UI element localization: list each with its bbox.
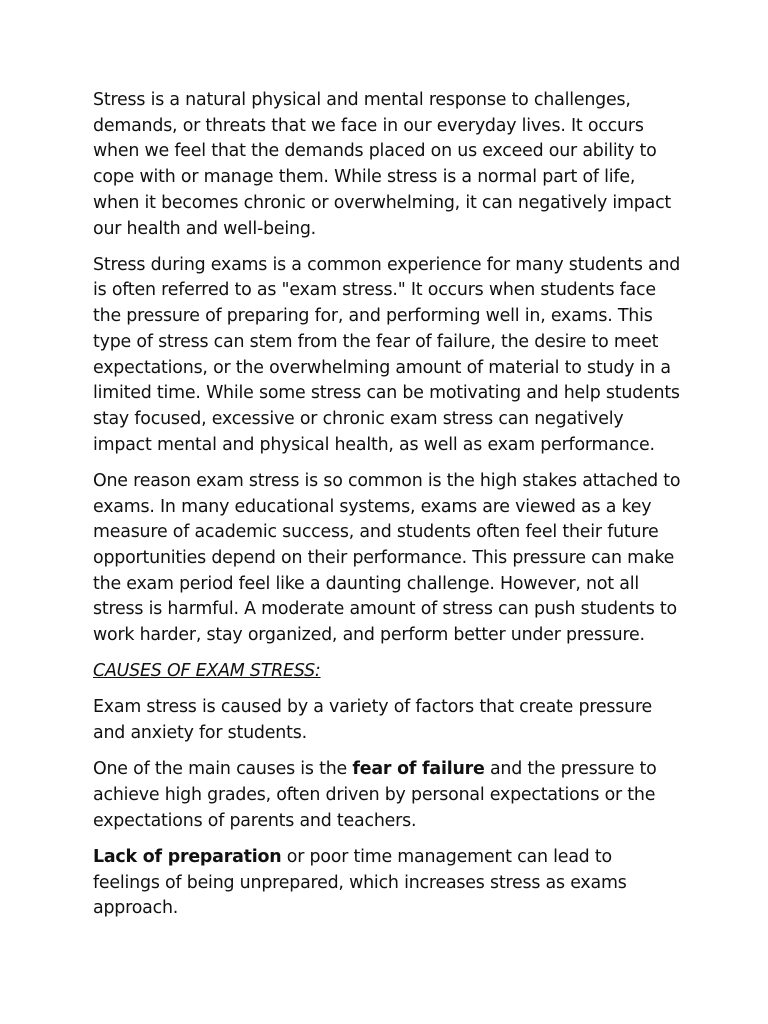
preparation-paragraph-trailing-text: or poor time management can lead to feelings of being unprepared, which increases stress as exams approach. <box>93 846 627 919</box>
fear-of-failure-paragraph <box>93 757 683 834</box>
document-body <box>93 88 683 933</box>
causes-intro-paragraph: Exam stress is caused by a variety of factors that create pressure and anxiety for students. <box>93 697 653 744</box>
fear-of-failure-bold-text: fear of failure <box>352 759 485 780</box>
exam-stress-paragraph: Stress during exams is a common experience for many students and is often referred to as "exam stress." It occurs when students face the pressure of preparing for, and performing well in, exams. This type of stress can stem from the fear of failure, the desire to meet expectations, or the overwhelming amount of material to study in a limited time. While some stress can be motivating and help students stay focused, excessive or chronic exam stress can negatively impact mental and physical health, as well as exam performance. <box>93 254 681 455</box>
fear-paragraph-lead-text: One of the main causes is the <box>93 759 353 780</box>
intro-paragraph: Stress is a natural physical and mental response to challenges, demands, or threats that we face in our everyday lives. It occurs when we feel that the demands placed on us exceed our ability to cope with or manage them. While stress is a normal part of life, when it becomes chronic or overwhelming, it can negatively impact our health and well-being. <box>93 90 672 239</box>
lack-of-preparation-bold-text: Lack of preparation <box>93 846 282 867</box>
lack-of-preparation-paragraph <box>93 845 683 922</box>
high-stakes-paragraph: One reason exam stress is so common is the high stakes attached to exams. In many educational systems, exams are viewed as a key measure of academic success, and students often feel their future opportunities depend on their performance. This pressure can make the exam period feel like a daunting challenge. However, not all stress is harmful. A moderate amount of stress can push students to work harder, stay organized, and perform better under pressure. <box>93 470 681 646</box>
fear-paragraph-trailing-text: and the pressure to achieve high grades, often driven by personal expectations or the expectations of parents and teachers. <box>93 759 657 831</box>
causes-heading: CAUSES OF EXAM STRESS: <box>93 661 321 682</box>
